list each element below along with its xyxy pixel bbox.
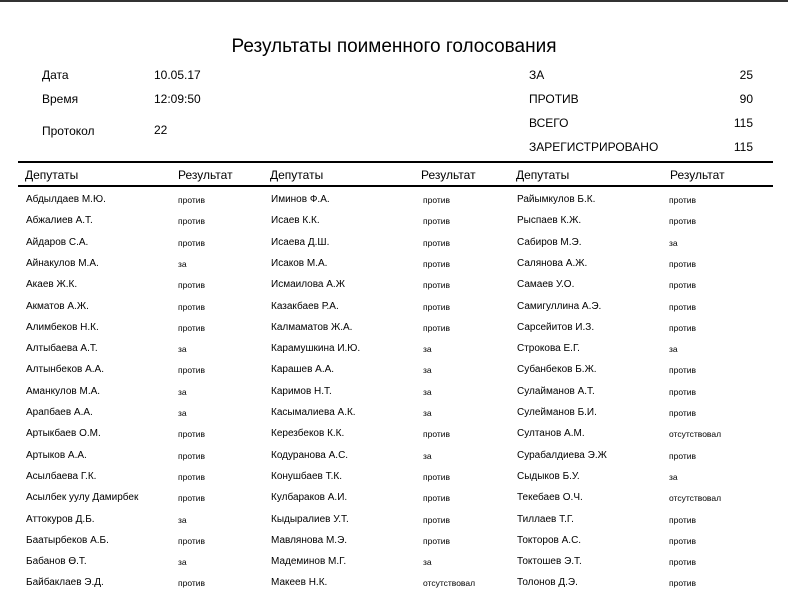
deputy-name: Бабанов Ө.Т. (26, 556, 87, 568)
deputy-name: Сулайманов А.Т. (517, 385, 595, 397)
deputy-name: Абдылдаев М.Ю. (26, 194, 106, 205)
vote-result: против (178, 322, 206, 333)
deputy-name: Айдаров С.А. (26, 236, 89, 248)
deputy-name: Алтыбаева А.Т. (26, 343, 98, 355)
vote-result: против (423, 514, 451, 525)
vote-result: против (423, 322, 451, 333)
deputy-name: Райымкулов Б.К. (517, 194, 596, 205)
deputy-name: Асылбек уулу Дамирбек (26, 492, 139, 504)
deputy-name: Алтынбеков А.А. (26, 364, 105, 376)
vote-result: против (669, 195, 697, 205)
vote-result: за (669, 344, 678, 355)
vote-result: против (178, 280, 206, 291)
deputy-name: Кодуранова А.С. (271, 449, 349, 461)
deputy-name: Каримов Н.Т. (271, 385, 332, 397)
vote-result: против (669, 514, 697, 525)
deputy-name: Токторов А.С. (517, 534, 582, 546)
vote-result: против (423, 535, 451, 546)
vote-result: против (669, 258, 697, 269)
vote-result: против (178, 216, 206, 227)
vote-result: против (178, 237, 206, 248)
vote-result: против (669, 216, 697, 227)
deputy-name: Исаков М.А. (271, 257, 328, 269)
header-deputies-2: Депутаты (270, 168, 324, 182)
vote-result: против (423, 493, 451, 504)
deputy-name: Исмаилова А.Ж (271, 279, 345, 291)
table-top-rule (18, 161, 773, 163)
deputy-name: Карашев А.А. (271, 364, 335, 376)
vote-result: за (423, 344, 432, 355)
deputy-name: Султанов А.М. (517, 428, 585, 440)
vote-result: против (178, 493, 206, 504)
vote-result: против (423, 195, 451, 205)
deputy-name: Токтошев Э.Т. (517, 556, 582, 568)
registered-label: ЗАРЕГИСТРИРОВАНО (529, 140, 659, 154)
deputy-name: Сурабалдиева Э.Ж (517, 449, 607, 461)
deputy-name: Сарсейитов И.З. (517, 321, 595, 333)
vote-result: против (669, 408, 697, 418)
vote-result: против (669, 557, 697, 568)
vote-result: против (178, 301, 206, 312)
registered-count: 115 (733, 140, 753, 154)
deputy-name: Байбаклаев Э.Д. (26, 577, 104, 589)
vote-result: за (423, 386, 432, 397)
deputy-name: Строкова Е.Г. (517, 343, 580, 355)
vote-result: против (423, 280, 451, 291)
against-label: ПРОТИВ (529, 92, 579, 106)
deputy-name: Самигуллина А.Э. (517, 300, 602, 312)
vote-result: против (669, 365, 697, 376)
deputy-name: Калмаматов Ж.А. (271, 321, 353, 333)
vote-result: против (669, 301, 697, 312)
date-label: Дата (42, 68, 69, 82)
header-result-3: Результат (670, 168, 725, 182)
vote-result: против (423, 216, 451, 227)
vote-result: против (669, 535, 697, 546)
deputy-name: Аттокуров Д.Б. (26, 513, 95, 525)
deputy-name: Конушбаев Т.К. (271, 470, 343, 482)
deputy-name: Касымалиева А.К. (271, 407, 356, 418)
deputy-name: Мадеминов М.Г. (271, 556, 347, 568)
total-count: 115 (733, 116, 753, 130)
vote-result: за (423, 365, 432, 376)
vote-result: за (669, 471, 678, 482)
vote-result: против (178, 578, 206, 589)
deputy-name: Сабиров М.Э. (517, 236, 582, 248)
vote-result: против (423, 471, 451, 482)
time-value: 12:09:50 (154, 92, 201, 106)
vote-result: против (178, 471, 206, 482)
vote-result: за (178, 557, 187, 568)
vote-result: за (178, 514, 187, 525)
protocol-value: 22 (154, 123, 168, 137)
vote-result: за (423, 557, 432, 568)
deputy-name: Акматов А.Ж. (26, 300, 89, 312)
vote-result: против (178, 535, 206, 546)
deputy-name: Карамушкина И.Ю. (271, 343, 361, 355)
deputy-name: Исаев К.К. (271, 215, 320, 227)
deputy-name: Аманкулов М.А. (26, 385, 101, 397)
for-label: ЗА (529, 68, 545, 82)
protocol-label: Протокол (42, 124, 95, 138)
vote-result: отсутствовал (423, 578, 476, 589)
vote-result: против (669, 578, 697, 589)
deputy-name: Текебаев О.Ч. (517, 492, 583, 504)
deputy-name: Артыков А.А. (26, 449, 87, 461)
header-deputies-3: Депутаты (516, 168, 570, 182)
deputy-name: Артыкбаев О.М. (26, 428, 101, 440)
vote-result: против (178, 429, 206, 440)
table-header-rule (18, 185, 773, 187)
vote-result: против (423, 258, 451, 269)
deputy-name: Сыдыков Б.У. (517, 470, 580, 482)
deputy-name: Айнакулов М.А. (26, 257, 99, 269)
vote-result: против (423, 429, 451, 440)
header-result-1: Результат (178, 168, 233, 182)
header-deputies-1: Депутаты (25, 168, 79, 182)
date-value: 10.05.17 (154, 68, 201, 82)
vote-result: за (178, 344, 187, 355)
vote-result: против (178, 450, 206, 461)
page-title: Результаты поименного голосования (231, 36, 557, 57)
vote-result: против (669, 280, 697, 291)
deputy-name: Керезбеков К.К. (271, 428, 345, 440)
against-count: 90 (739, 92, 753, 106)
deputy-name: Толонов Д.Э. (517, 577, 578, 589)
for-count: 25 (739, 68, 753, 82)
vote-result: за (178, 258, 187, 269)
vote-result: против (669, 386, 697, 397)
deputy-name: Асылбаева Г.К. (26, 470, 97, 482)
vote-result: отсутствовал (669, 493, 722, 504)
vote-result: против (423, 237, 451, 248)
vote-result: против (178, 195, 206, 205)
deputy-name: Салянова А.Ж. (517, 257, 588, 269)
deputy-name: Кулбараков А.И. (271, 492, 348, 504)
total-label: ВСЕГО (529, 116, 569, 130)
deputy-name: Макеев Н.К. (271, 577, 328, 589)
deputy-name: Рыспаев К.Ж. (517, 215, 582, 227)
deputy-name: Абжалиев А.Т. (26, 215, 93, 227)
deputy-name: Иминов Ф.А. (271, 194, 330, 205)
top-border (0, 0, 788, 2)
vote-result: против (178, 365, 206, 376)
deputy-name: Кыдыралиев У.Т. (271, 513, 349, 525)
deputy-name: Исаева Д.Ш. (271, 236, 330, 248)
vote-result: за (669, 237, 678, 248)
time-label: Время (42, 92, 79, 106)
deputy-name: Акаев Ж.К. (26, 279, 78, 291)
deputy-name: Алимбеков Н.К. (26, 321, 99, 333)
deputy-name: Субанбеков Б.Ж. (517, 364, 597, 376)
header-result-2: Результат (421, 168, 476, 182)
deputy-name: Баатырбеков А.Б. (26, 534, 109, 546)
deputy-name: Казакбаев Р.А. (271, 300, 339, 312)
vote-result: против (669, 450, 697, 461)
deputy-name: Самаев У.О. (517, 279, 575, 291)
deputy-name: Сулейманов Б.И. (517, 407, 597, 418)
vote-result: за (178, 408, 187, 418)
vote-result: за (423, 408, 432, 418)
vote-result: против (423, 301, 451, 312)
vote-result: против (669, 322, 697, 333)
vote-result: отсутствовал (669, 429, 722, 440)
deputy-name: Арапбаев А.А. (26, 407, 93, 418)
vote-result: за (178, 386, 187, 397)
deputy-name: Тиллаев Т.Г. (517, 513, 574, 525)
deputy-name: Мавлянова М.Э. (271, 534, 348, 546)
vote-result: за (423, 450, 432, 461)
